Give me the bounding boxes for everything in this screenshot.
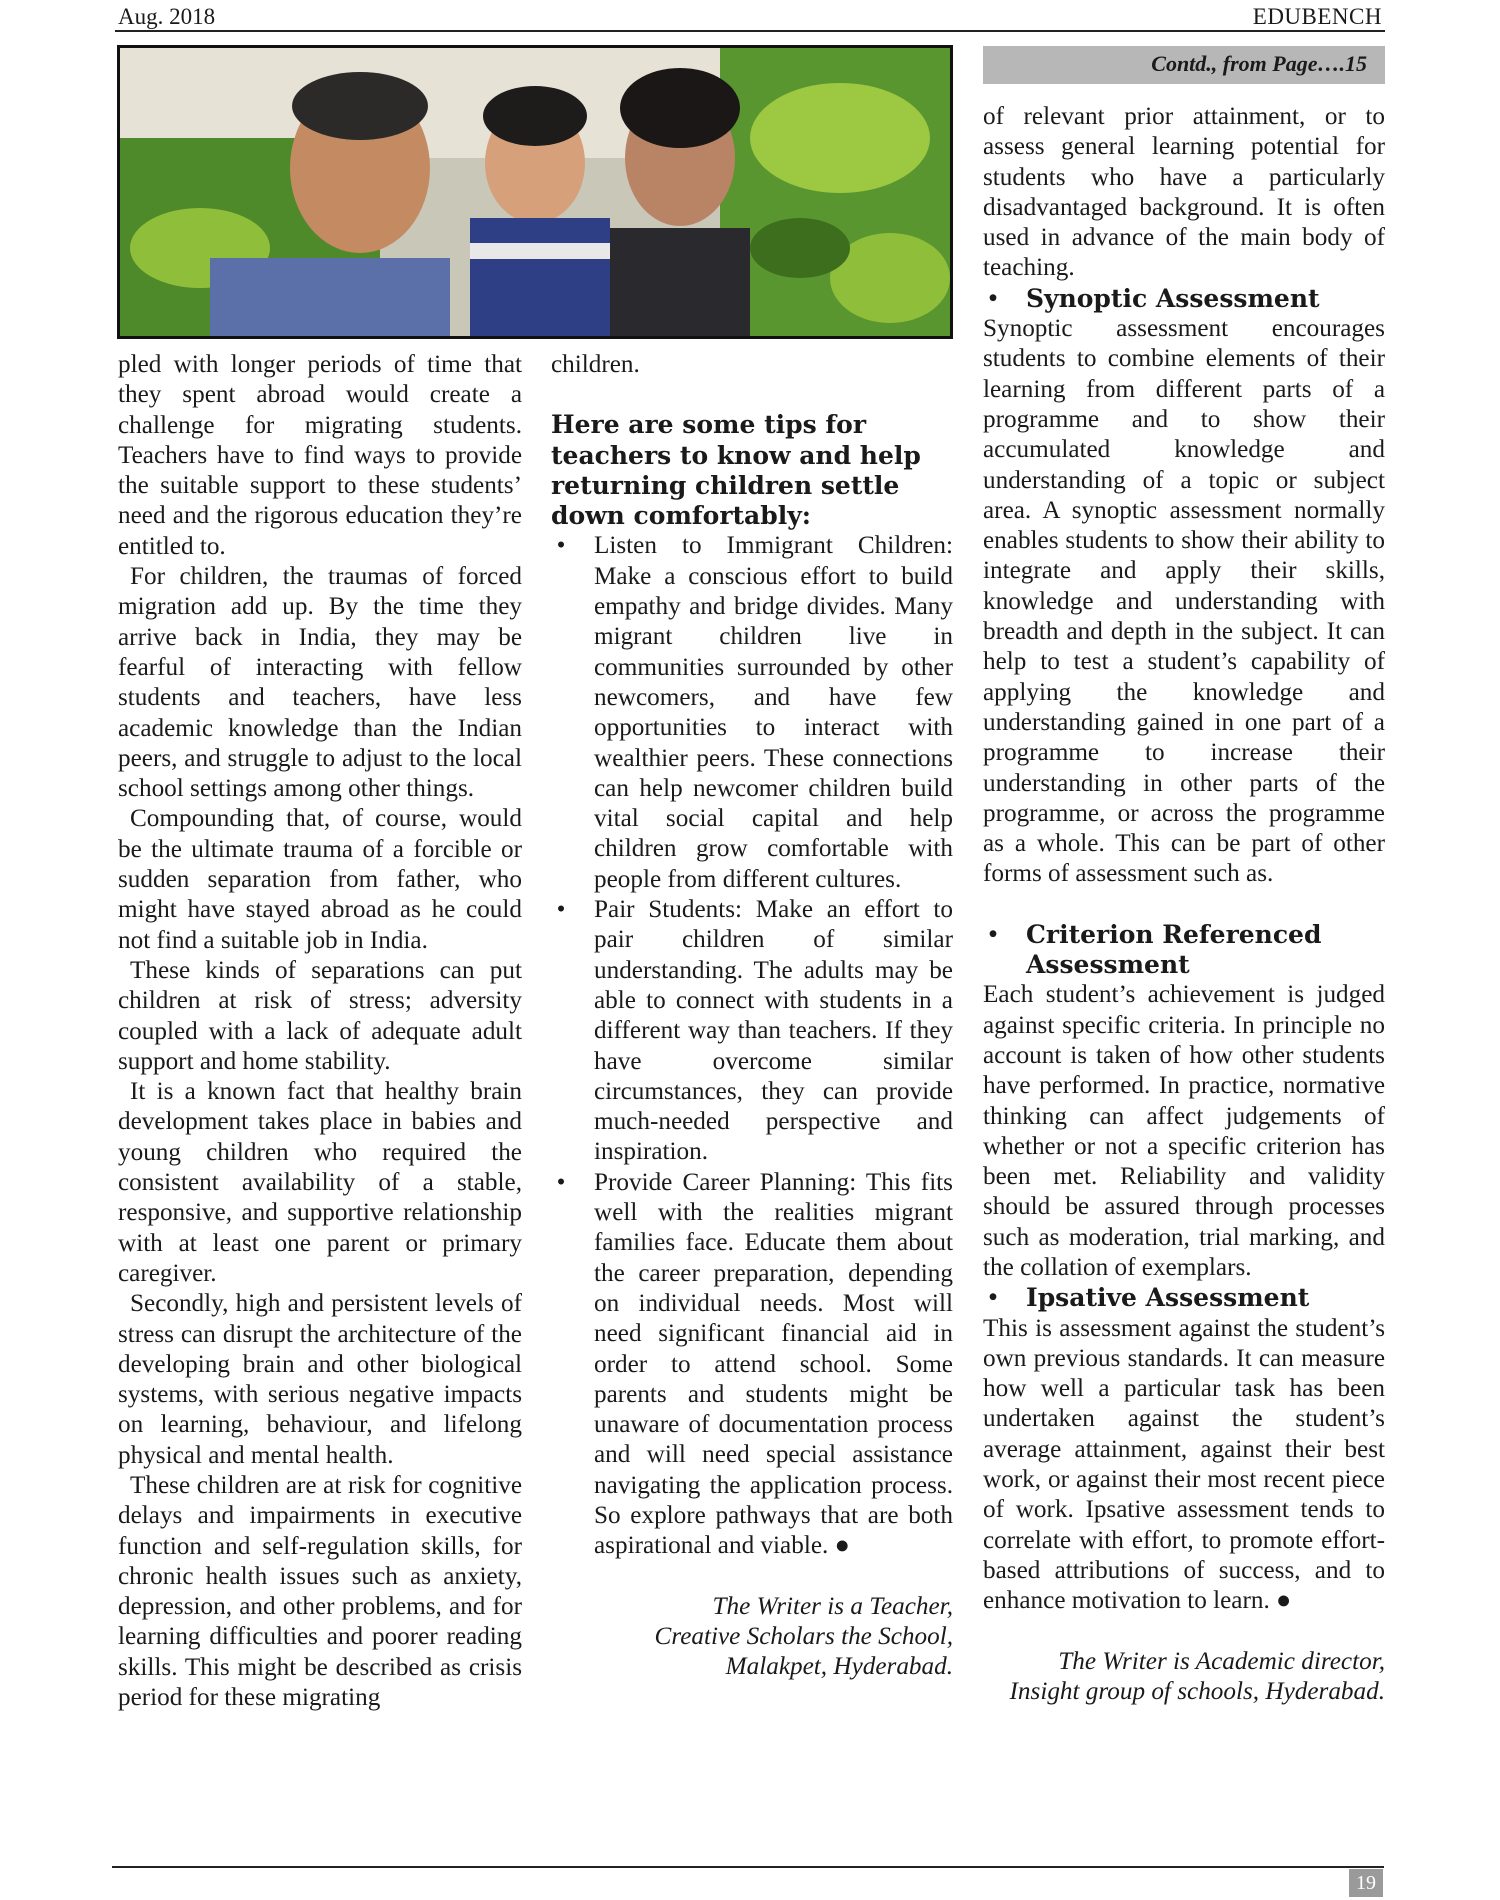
tips-heading: Here are some tips for teachers to know and help returning children settle down comfortably: [551, 410, 921, 531]
bullet-icon: • [988, 1284, 998, 1312]
tip-text: Provide Career Planning: This fits well with the realities migrant families face. Educate them about the career preparation, depending on individual needs. Most will need significant financial aid in order to attend school. Some parents and students might be unaware of documentation process and will need special assistance navigating the application process. So explore pathways that are both aspirational and viable. ● [594, 1168, 953, 1560]
paragraph: It is a known fact that healthy brain development takes place in babies and young children who required the consistent availability of a stable, responsive, and supportive relationship with at least one parent or primary caregiver. [118, 1078, 522, 1287]
family-photo [117, 45, 953, 339]
tips-list [551, 531, 953, 1561]
tip-item [551, 895, 953, 1168]
author-byline [551, 1592, 953, 1683]
issue-date: Aug. 2018 [118, 4, 216, 29]
column-middle [551, 350, 953, 1682]
paragraph: of relevant prior attainment, or to assess general learning potential for students who have a particularly disadvantaged background. It is often used in advance of the main body of teaching. [983, 103, 1385, 282]
section-heading [983, 1283, 1385, 1313]
tip-item [551, 1168, 953, 1562]
header-rule [115, 30, 1385, 32]
continuation-text: children. [551, 351, 640, 378]
paragraph: Compounding that, of course, would be the ultimate trauma of a forcible or sudden separation from father, who might have stayed abroad as he could not find a suitable job in India. [118, 805, 522, 954]
continued-banner: Contd., from Page….15 [983, 46, 1385, 84]
section-title: Synoptic Assessment [1026, 283, 1320, 313]
paragraph: These children are at risk for cognitive delays and impairments in executive function and self-regulation skills, for chronic health issues such as anxiety, depression, and other problems, and for learning difficulties and poorer reading skills. This might be described as crisis period for these migrating [118, 1471, 522, 1712]
paragraph: pled with longer periods of time that they spent abroad would create a challenge for migrating students. Teachers have to find ways to provide the suitable support to these students’ need and the rigorous education they’re entitled to. [118, 351, 522, 560]
bullet-icon: • [556, 532, 566, 560]
tip-text: Pair Students: Make an effort to pair children of similar understanding. The adults may be able to connect with students in a different way than teachers. If they have overcome similar circumstances, they can provide much-needed perspective and inspiration. [594, 896, 953, 1166]
paragraph: Secondly, high and persistent levels of stress can disrupt the architecture of the developing brain and other biological systems, with serious negative impacts on learning, behaviour, and lifelong physical and mental health. [118, 1290, 522, 1469]
bullet-icon: • [556, 896, 566, 924]
bullet-icon: • [556, 1168, 566, 1196]
section-title: Ipsative Assessment [1026, 1283, 1310, 1313]
paragraph: Synoptic assessment encourages students to combine elements of their learning from different parts of a programme and to show their accumulated knowledge and understanding of a topic or subject area. A synoptic assessment normally enables students to show their ability to integrate and apply their skills, knowledge and understanding with breadth and depth in the subject. It can help to test a student’s capability of applying the knowledge and understanding gained in one part of a programme to increase their understanding in other parts of the programme, or across the programme as a whole. This can be part of other forms of assessment such as. [983, 315, 1385, 888]
byline-line: Creative Scholars the School, [654, 1622, 953, 1650]
paragraph: This is assessment against the student’s own previous standards. It can measure how well a particular task has been undertaken against the student’s average attainment, against their best work, or against their most recent piece of work. Ipsative assessment tends to correlate with effort, to promote effort-based attributions of success, and to enhance motivation to learn. ● [983, 1314, 1385, 1615]
section-title: Criterion Referenced Assessment [1026, 919, 1322, 980]
paragraph: For children, the traumas of forced migration add up. By the time they arrive back in India, they may be fearful of interacting with fellow students and teachers, have less academic knowledge than the Indian peers, and struggle to adjust to the local school settings among other things. [118, 563, 522, 803]
tip-text: Listen to Immigrant Children: Make a conscious effort to build empathy and bridge divides. Many migrant children live in communities surrounded by other newcomers, and have few opportunities to interact with wealthier peers. These connections can help newcomer children build vital social capital and help children grow comfortable with people from different cultures. [594, 532, 953, 893]
section-heading [983, 284, 1385, 314]
column-left [118, 350, 522, 1713]
byline-line: The Writer is Academic director, [1058, 1647, 1385, 1675]
section-heading [983, 920, 1385, 981]
byline-line: Insight group of schools, Hyderabad. [1009, 1677, 1385, 1705]
publication-name: EDUBENCH [1252, 4, 1382, 29]
tip-item [551, 531, 953, 895]
footer-rule [112, 1866, 1384, 1868]
bullet-icon: • [988, 284, 998, 312]
spacer [983, 890, 1385, 920]
byline-line: Malakpet, Hyderabad. [725, 1653, 953, 1681]
page-number: 19 [1349, 1869, 1383, 1897]
paragraph: These kinds of separations can put children at risk of stress; adversity coupled with a lack of adequate adult support and home stability. [118, 956, 522, 1075]
paragraph: Each student’s achievement is judged against specific criteria. In principle no account is taken of how other students have performed. In practice, normative thinking can affect judgements of whether or not a specific criterion has been met. Reliability and validity should be assured through processes such as moderation, trial marking, and the collation of exemplars. [983, 981, 1385, 1281]
author-byline [983, 1647, 1385, 1708]
byline-line: The Writer is a Teacher, [712, 1592, 953, 1620]
bullet-icon: • [988, 920, 998, 948]
column-right [983, 102, 1385, 1707]
family-photo-illustration [120, 48, 950, 336]
